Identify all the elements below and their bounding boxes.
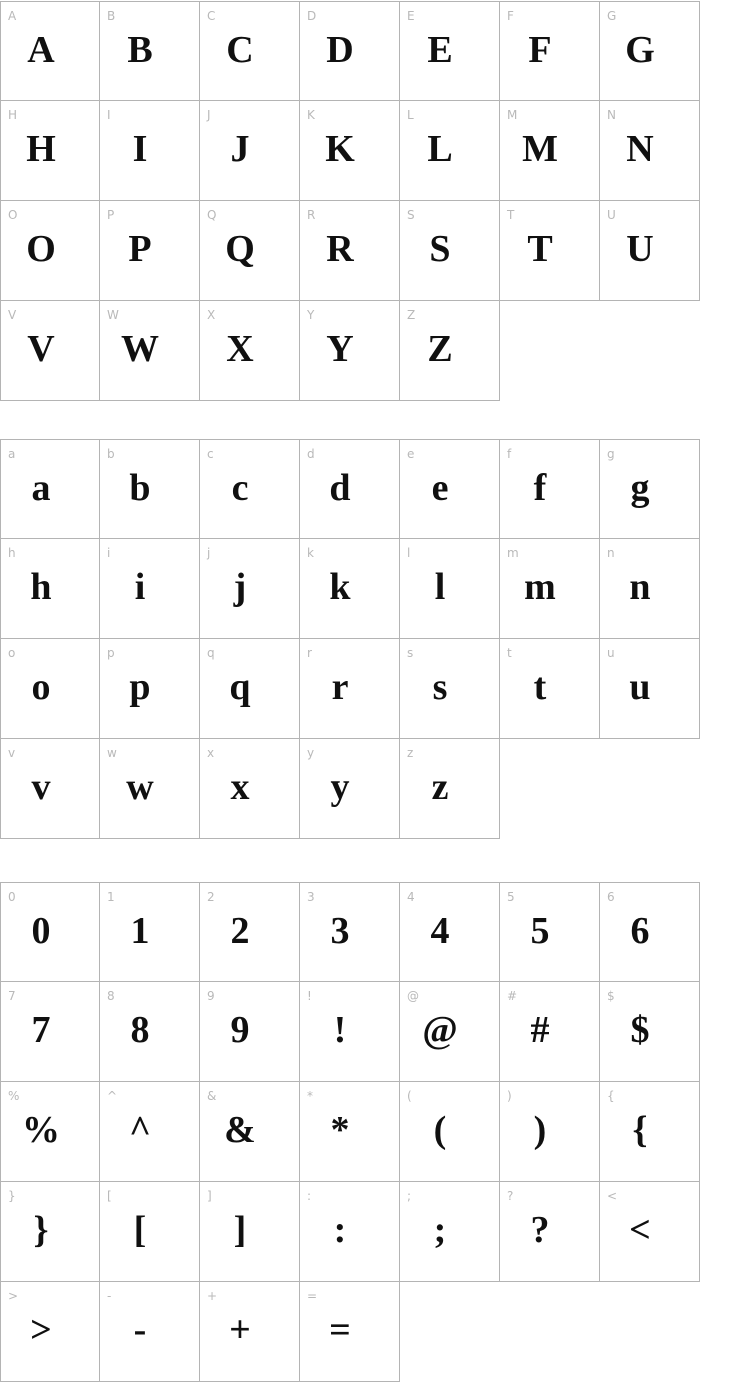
glyph-label: $ bbox=[607, 989, 615, 1003]
glyph-label: S bbox=[407, 208, 415, 222]
glyph-label: C bbox=[207, 9, 216, 23]
glyph-cell bbox=[100, 639, 200, 739]
glyph-label: 3 bbox=[307, 890, 315, 904]
glyph-cell bbox=[100, 739, 200, 839]
glyph-label: # bbox=[507, 989, 518, 1003]
glyph-cell bbox=[0, 882, 100, 982]
glyph-cell bbox=[400, 739, 500, 839]
glyph-preview: Z bbox=[427, 328, 453, 370]
glyph-label: O bbox=[8, 208, 18, 222]
glyph-cell bbox=[100, 1, 200, 101]
glyph-label: a bbox=[8, 447, 16, 461]
glyph-label: h bbox=[8, 546, 16, 560]
glyph-preview: I bbox=[132, 128, 148, 170]
glyph-cell bbox=[200, 639, 300, 739]
glyph-preview: h bbox=[30, 566, 52, 608]
glyph-label: z bbox=[407, 746, 414, 760]
glyph-preview: 2 bbox=[230, 910, 250, 952]
lowercase-row-2 bbox=[0, 639, 740, 739]
glyph-label: j bbox=[207, 546, 211, 560]
glyph-preview: w bbox=[126, 766, 154, 808]
glyph-preview: 1 bbox=[130, 910, 150, 952]
uppercase-grid bbox=[0, 1, 740, 401]
glyph-cell bbox=[200, 1, 300, 101]
glyph-preview: ; bbox=[433, 1209, 447, 1251]
glyph-cell bbox=[600, 882, 700, 982]
glyph-label: ! bbox=[307, 989, 312, 1003]
glyph-cell bbox=[300, 439, 400, 539]
glyph-preview: ) bbox=[533, 1109, 547, 1151]
uppercase-row-3 bbox=[0, 301, 740, 401]
glyph-preview: ] bbox=[233, 1209, 247, 1251]
glyph-label: @ bbox=[407, 989, 419, 1003]
glyph-cell bbox=[300, 1, 400, 101]
glyph-cell bbox=[0, 439, 100, 539]
glyph-preview: S bbox=[429, 228, 451, 270]
glyph-label: ] bbox=[207, 1189, 212, 1203]
glyph-preview: a bbox=[31, 467, 51, 509]
glyph-preview: W bbox=[121, 328, 159, 370]
glyph-cell bbox=[0, 539, 100, 639]
glyph-label: F bbox=[507, 9, 514, 23]
glyph-cell bbox=[400, 101, 500, 201]
glyph-preview: < bbox=[629, 1209, 651, 1251]
glyph-cell bbox=[0, 739, 100, 839]
glyph-preview: c bbox=[231, 467, 249, 509]
glyph-preview: 4 bbox=[430, 910, 450, 952]
glyph-label: G bbox=[607, 9, 617, 23]
glyph-cell bbox=[300, 301, 400, 401]
glyph-cell bbox=[400, 301, 500, 401]
glyph-cell bbox=[600, 201, 700, 301]
glyph-label: U bbox=[607, 208, 616, 222]
glyph-cell bbox=[400, 1182, 500, 1282]
glyph-preview: Y bbox=[326, 328, 354, 370]
glyph-cell bbox=[200, 201, 300, 301]
glyph-preview: 3 bbox=[330, 910, 350, 952]
glyph-label: l bbox=[407, 546, 411, 560]
glyph-preview: * bbox=[330, 1109, 350, 1151]
glyph-cell bbox=[200, 539, 300, 639]
glyph-label: B bbox=[107, 9, 116, 23]
glyph-cell bbox=[100, 439, 200, 539]
glyph-label: * bbox=[307, 1089, 313, 1103]
glyph-preview: 8 bbox=[130, 1009, 150, 1051]
glyph-cell bbox=[200, 982, 300, 1082]
glyph-label: o bbox=[8, 646, 16, 660]
glyph-cell bbox=[500, 1082, 600, 1182]
glyph-cell bbox=[300, 982, 400, 1082]
glyph-preview: @ bbox=[422, 1009, 458, 1051]
lowercase-row-1 bbox=[0, 539, 740, 639]
glyph-cell bbox=[0, 639, 100, 739]
glyph-cell bbox=[100, 201, 200, 301]
glyph-preview: > bbox=[30, 1309, 52, 1351]
glyph-cell bbox=[500, 1, 600, 101]
glyph-preview: F bbox=[528, 29, 552, 71]
glyph-label: ^ bbox=[107, 1089, 118, 1103]
glyph-cell bbox=[200, 101, 300, 201]
glyph-preview: e bbox=[431, 467, 449, 509]
glyph-label: Q bbox=[207, 208, 217, 222]
glyph-label: 1 bbox=[107, 890, 115, 904]
glyph-cell bbox=[300, 882, 400, 982]
glyph-label: H bbox=[8, 108, 18, 122]
glyph-cell bbox=[200, 439, 300, 539]
glyph-cell bbox=[500, 982, 600, 1082]
glyph-preview: [ bbox=[133, 1209, 147, 1251]
glyph-label: T bbox=[507, 208, 515, 222]
glyph-label: < bbox=[607, 1189, 618, 1203]
glyph-cell bbox=[300, 1182, 400, 1282]
glyph-label: d bbox=[307, 447, 315, 461]
glyph-preview: X bbox=[226, 328, 254, 370]
glyph-preview: n bbox=[629, 566, 651, 608]
glyph-cell bbox=[0, 1182, 100, 1282]
glyph-label: { bbox=[607, 1089, 615, 1103]
glyph-preview: ( bbox=[433, 1109, 447, 1151]
glyph-label: ? bbox=[507, 1189, 514, 1203]
glyph-preview: # bbox=[530, 1009, 550, 1051]
glyph-label: P bbox=[107, 208, 115, 222]
glyph-label: Y bbox=[307, 308, 315, 322]
glyph-preview: + bbox=[229, 1309, 251, 1351]
glyph-label: ) bbox=[507, 1089, 512, 1103]
glyph-label: D bbox=[307, 9, 317, 23]
glyph-preview: y bbox=[330, 766, 350, 808]
glyph-preview: s bbox=[432, 666, 448, 708]
glyph-preview: } bbox=[33, 1209, 49, 1251]
glyph-label: N bbox=[607, 108, 616, 122]
glyph-cell bbox=[500, 539, 600, 639]
lowercase-row-0 bbox=[0, 439, 740, 539]
glyph-label: 6 bbox=[607, 890, 615, 904]
glyph-cell bbox=[0, 301, 100, 401]
glyph-preview: m bbox=[524, 566, 556, 608]
glyph-label: p bbox=[107, 646, 115, 660]
glyph-cell bbox=[0, 1082, 100, 1182]
glyph-label: > bbox=[8, 1289, 19, 1303]
glyph-preview: k bbox=[329, 566, 351, 608]
glyph-label: L bbox=[407, 108, 414, 122]
glyph-label: + bbox=[207, 1289, 218, 1303]
glyph-preview: V bbox=[27, 328, 55, 370]
glyph-cell bbox=[500, 882, 600, 982]
glyph-preview: { bbox=[632, 1109, 648, 1151]
lowercase-grid bbox=[0, 439, 740, 839]
glyph-preview: & bbox=[224, 1109, 256, 1151]
glyph-cell bbox=[0, 101, 100, 201]
glyph-preview: C bbox=[226, 29, 254, 71]
glyph-cell bbox=[100, 882, 200, 982]
digits-symbols-row-4 bbox=[0, 1282, 740, 1382]
glyph-cell bbox=[100, 539, 200, 639]
glyph-cell bbox=[400, 439, 500, 539]
glyph-label: I bbox=[107, 108, 111, 122]
glyph-label: J bbox=[207, 108, 211, 122]
glyph-label: M bbox=[507, 108, 518, 122]
glyph-cell bbox=[400, 1, 500, 101]
glyph-label: X bbox=[207, 308, 216, 322]
glyph-cell bbox=[300, 201, 400, 301]
glyph-cell bbox=[400, 982, 500, 1082]
glyph-label: r bbox=[307, 646, 312, 660]
glyph-preview: J bbox=[230, 128, 250, 170]
glyph-label: 5 bbox=[507, 890, 515, 904]
glyph-label: 2 bbox=[207, 890, 215, 904]
glyph-preview: ! bbox=[333, 1009, 347, 1051]
glyph-preview: 5 bbox=[530, 910, 550, 952]
glyph-label: i bbox=[107, 546, 111, 560]
glyph-cell bbox=[400, 639, 500, 739]
glyph-preview: d bbox=[329, 467, 351, 509]
lowercase-row-3 bbox=[0, 739, 740, 839]
glyph-label: x bbox=[207, 746, 215, 760]
glyph-cell bbox=[0, 982, 100, 1082]
glyph-preview: E bbox=[427, 29, 453, 71]
glyph-label: q bbox=[207, 646, 215, 660]
glyph-preview: M bbox=[522, 128, 558, 170]
glyph-cell bbox=[600, 982, 700, 1082]
digits-symbols-row-0 bbox=[0, 882, 740, 982]
glyph-label: W bbox=[107, 308, 119, 322]
glyph-preview: g bbox=[630, 467, 650, 509]
glyph-label: t bbox=[507, 646, 512, 660]
glyph-preview: D bbox=[326, 29, 354, 71]
glyph-cell bbox=[500, 639, 600, 739]
glyph-label: y bbox=[307, 746, 315, 760]
glyph-label: 4 bbox=[407, 890, 415, 904]
glyph-label: Z bbox=[407, 308, 416, 322]
glyph-preview: K bbox=[325, 128, 355, 170]
glyph-preview: R bbox=[326, 228, 354, 270]
glyph-preview: U bbox=[626, 228, 654, 270]
glyph-label: g bbox=[607, 447, 615, 461]
glyph-preview: 6 bbox=[630, 910, 650, 952]
glyph-cell bbox=[200, 1082, 300, 1182]
glyph-preview: i bbox=[134, 566, 146, 608]
glyph-label: e bbox=[407, 447, 415, 461]
glyph-cell bbox=[400, 539, 500, 639]
glyph-label: % bbox=[8, 1089, 20, 1103]
digits-symbols-row-3 bbox=[0, 1182, 740, 1282]
glyph-preview: = bbox=[329, 1309, 351, 1351]
glyph-cell bbox=[600, 639, 700, 739]
glyph-cell bbox=[500, 1182, 600, 1282]
glyph-cell bbox=[100, 101, 200, 201]
glyph-label: V bbox=[8, 308, 17, 322]
glyph-cell bbox=[200, 1282, 300, 1382]
glyph-cell bbox=[600, 439, 700, 539]
digits-symbols-row-1 bbox=[0, 982, 740, 1082]
glyph-cell bbox=[100, 301, 200, 401]
glyph-label: c bbox=[207, 447, 214, 461]
glyph-cell bbox=[300, 539, 400, 639]
glyph-label: u bbox=[607, 646, 615, 660]
glyph-label: 9 bbox=[207, 989, 215, 1003]
glyph-preview: z bbox=[431, 766, 449, 808]
glyph-cell bbox=[300, 639, 400, 739]
glyph-cell bbox=[0, 1, 100, 101]
glyph-cell bbox=[500, 439, 600, 539]
glyph-preview: f bbox=[533, 467, 547, 509]
glyph-preview: Q bbox=[225, 228, 255, 270]
glyph-label: b bbox=[107, 447, 115, 461]
glyph-preview: % bbox=[22, 1109, 60, 1151]
glyph-cell bbox=[500, 101, 600, 201]
glyph-preview: A bbox=[27, 29, 55, 71]
glyph-preview: : bbox=[333, 1209, 347, 1251]
digits-symbols-grid bbox=[0, 882, 740, 1382]
glyph-preview: G bbox=[625, 29, 655, 71]
glyph-cell bbox=[600, 539, 700, 639]
glyph-cell bbox=[100, 1182, 200, 1282]
glyph-cell bbox=[600, 1082, 700, 1182]
glyph-preview: l bbox=[434, 566, 446, 608]
glyph-preview: v bbox=[31, 766, 51, 808]
glyph-preview: 0 bbox=[31, 910, 51, 952]
glyph-cell bbox=[400, 882, 500, 982]
glyph-preview: B bbox=[127, 29, 153, 71]
glyph-label: v bbox=[8, 746, 16, 760]
glyph-preview: - bbox=[133, 1309, 147, 1351]
glyph-label: f bbox=[507, 447, 512, 461]
glyph-cell bbox=[400, 1082, 500, 1182]
glyph-preview: o bbox=[31, 666, 51, 708]
glyph-preview: N bbox=[626, 128, 654, 170]
glyph-cell bbox=[300, 1282, 400, 1382]
glyph-label: E bbox=[407, 9, 415, 23]
glyph-label: m bbox=[507, 546, 519, 560]
glyph-cell bbox=[100, 1082, 200, 1182]
glyph-cell bbox=[500, 201, 600, 301]
glyph-cell bbox=[0, 201, 100, 301]
glyph-preview: b bbox=[129, 467, 151, 509]
glyph-cell bbox=[200, 301, 300, 401]
glyph-preview: q bbox=[229, 666, 251, 708]
glyph-cell bbox=[600, 1, 700, 101]
glyph-cell bbox=[100, 982, 200, 1082]
glyph-preview: 7 bbox=[31, 1009, 51, 1051]
glyph-label: 7 bbox=[8, 989, 16, 1003]
glyph-preview: O bbox=[26, 228, 56, 270]
glyph-label: 8 bbox=[107, 989, 115, 1003]
glyph-preview: r bbox=[331, 666, 349, 708]
glyph-label: 0 bbox=[8, 890, 16, 904]
glyph-preview: ^ bbox=[128, 1109, 152, 1151]
uppercase-row-2 bbox=[0, 201, 740, 301]
glyph-label: [ bbox=[107, 1189, 112, 1203]
glyph-preview: ? bbox=[530, 1209, 550, 1251]
glyph-preview: t bbox=[533, 666, 547, 708]
glyph-label: s bbox=[407, 646, 414, 660]
glyph-cell bbox=[100, 1282, 200, 1382]
glyph-preview: H bbox=[26, 128, 56, 170]
glyph-preview: p bbox=[129, 666, 151, 708]
glyph-preview: j bbox=[233, 566, 247, 608]
glyph-cell bbox=[300, 739, 400, 839]
glyph-cell bbox=[200, 1182, 300, 1282]
glyph-label: ( bbox=[407, 1089, 412, 1103]
glyph-cell bbox=[200, 739, 300, 839]
glyph-label: & bbox=[207, 1089, 217, 1103]
glyph-cell bbox=[0, 1282, 100, 1382]
glyph-label: - bbox=[107, 1289, 112, 1303]
glyph-preview: 9 bbox=[230, 1009, 250, 1051]
glyph-cell bbox=[600, 1182, 700, 1282]
glyph-label: R bbox=[307, 208, 316, 222]
glyph-label: n bbox=[607, 546, 615, 560]
glyph-label: K bbox=[307, 108, 315, 122]
glyph-label: k bbox=[307, 546, 314, 560]
glyph-preview: $ bbox=[630, 1009, 650, 1051]
glyph-cell bbox=[200, 882, 300, 982]
glyph-cell bbox=[300, 1082, 400, 1182]
glyph-label: : bbox=[307, 1189, 312, 1203]
uppercase-row-0 bbox=[0, 1, 740, 101]
glyph-label: A bbox=[8, 9, 17, 23]
glyph-preview: T bbox=[527, 228, 553, 270]
glyph-preview: L bbox=[427, 128, 453, 170]
glyph-label: w bbox=[107, 746, 117, 760]
glyph-cell bbox=[600, 101, 700, 201]
glyph-label: = bbox=[307, 1289, 318, 1303]
glyph-label: ; bbox=[407, 1189, 412, 1203]
glyph-preview: x bbox=[230, 766, 250, 808]
glyph-cell bbox=[400, 201, 500, 301]
glyph-preview: u bbox=[629, 666, 651, 708]
glyph-label: } bbox=[8, 1189, 16, 1203]
digits-symbols-row-2 bbox=[0, 1082, 740, 1182]
glyph-cell bbox=[300, 101, 400, 201]
glyph-preview: P bbox=[128, 228, 152, 270]
uppercase-row-1 bbox=[0, 101, 740, 201]
